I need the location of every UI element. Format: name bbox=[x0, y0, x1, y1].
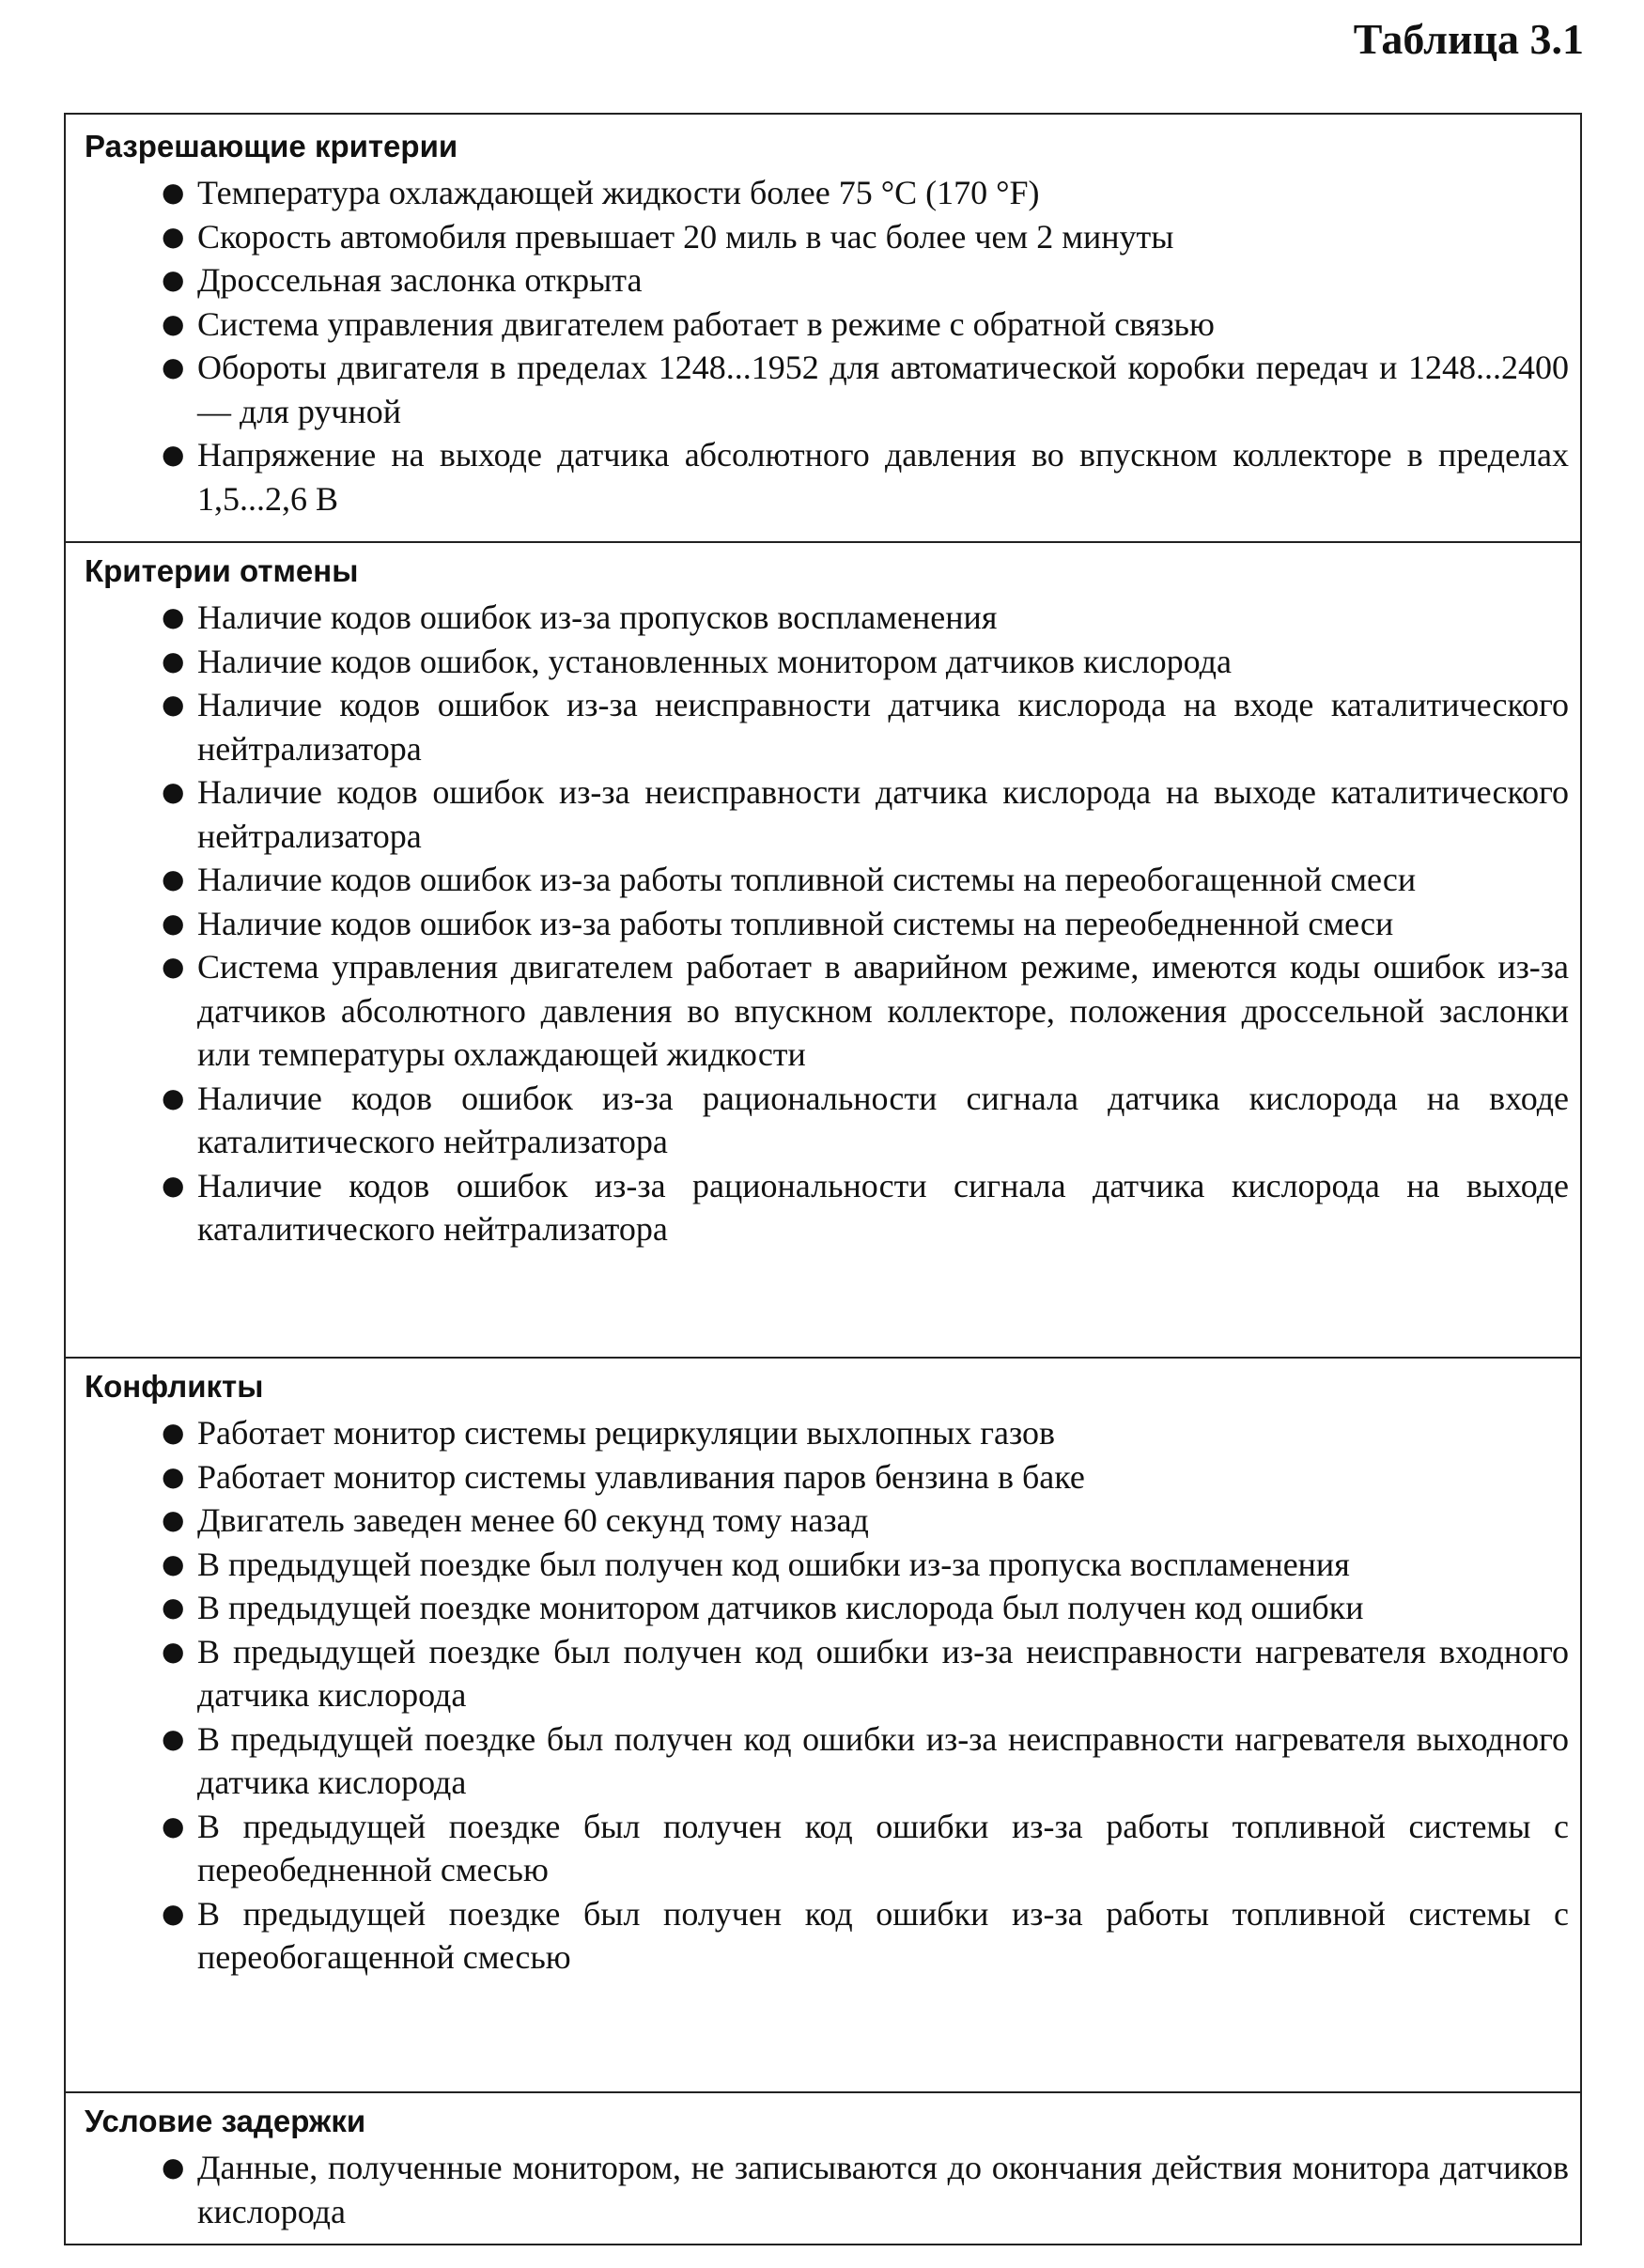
bullet-icon: ● bbox=[162, 1504, 185, 1535]
list-item: ● Двигатель заведен менее 60 секунд тому назад bbox=[64, 1499, 1582, 1543]
section-title: Условие задержки bbox=[85, 2104, 366, 2138]
list-item: ● Наличие кодов ошибок из-за работы топливной системы на переобедненной смеси bbox=[64, 902, 1582, 946]
section-title: Конфликты bbox=[85, 1369, 264, 1404]
list-item: ● В предыдущей поездке был получен код ошибки из-за неисправности нагревателя входного датчика кислорода bbox=[64, 1630, 1582, 1717]
bullet-icon: ● bbox=[162, 689, 185, 720]
list-item: ● Наличие кодов ошибок из-за рациональности сигнала датчика кислорода на входе каталитического нейтрализатора bbox=[64, 1077, 1582, 1164]
list-item: ● Скорость автомобиля превышает 20 миль в час более чем 2 минуты bbox=[64, 215, 1582, 259]
section-delay-condition bbox=[64, 2103, 1582, 2233]
bullet-icon: ● bbox=[162, 264, 185, 295]
list-item: ● Обороты двигателя в пределах 1248...1952 для автоматической коробки передач и 1248...2400 — для ручной bbox=[64, 346, 1582, 433]
bullet-icon: ● bbox=[162, 1635, 185, 1667]
list-item: ● В предыдущей поездке монитором датчиков кислорода был получен код ошибки bbox=[64, 1586, 1582, 1630]
bullet-icon: ● bbox=[162, 439, 185, 470]
section-divider bbox=[64, 541, 1582, 543]
list-item: ● Система управления двигателем работает в режиме с обратной связью bbox=[64, 303, 1582, 347]
bullet-icon: ● bbox=[162, 2151, 185, 2183]
bullet-icon: ● bbox=[162, 1417, 185, 1448]
list-item: ● Наличие кодов ошибок из-за неисправности датчика кислорода на входе каталитического нейтрализатора bbox=[64, 683, 1582, 770]
bullet-icon: ● bbox=[162, 351, 185, 382]
bullet-icon: ● bbox=[162, 1169, 185, 1201]
list-item: ● Наличие кодов ошибок из-за работы топливной системы на переобогащенной смеси bbox=[64, 858, 1582, 902]
bullet-icon: ● bbox=[162, 307, 185, 339]
bullet-icon: ● bbox=[162, 1810, 185, 1841]
bullet-icon: ● bbox=[162, 1547, 185, 1579]
list-item: ● В предыдущей поездке был получен код ошибки из-за работы топливной системы с переобогащенной смесью bbox=[64, 1892, 1582, 1980]
section-divider bbox=[64, 2091, 1582, 2093]
section-title: Критерии отмены bbox=[85, 553, 359, 588]
section-enabling-criteria bbox=[64, 128, 1582, 520]
list-item: ● В предыдущей поездке был получен код ошибки из-за пропуска воспламенения bbox=[64, 1543, 1582, 1587]
list-item: ● Наличие кодов ошибок из-за пропусков воспламенения bbox=[64, 596, 1582, 640]
criteria-list bbox=[64, 1411, 1582, 1980]
list-item: ● Работает монитор системы улавливания паров бензина в баке bbox=[64, 1455, 1582, 1499]
list-item: ● Работает монитор системы рециркуляции выхлопных газов bbox=[64, 1411, 1582, 1455]
list-item: ● Система управления двигателем работает в аварийном режиме, имеются коды ошибок из-за датчиков абсолютного давления во впускном коллекторе, положения дроссельной заслонки или температуры охлаждающей жидкости bbox=[64, 945, 1582, 1077]
list-item: ● Наличие кодов ошибок из-за неисправности датчика кислорода на выходе каталитического нейтрализатора bbox=[64, 770, 1582, 858]
criteria-list bbox=[64, 2146, 1582, 2233]
section-cancel-criteria bbox=[64, 552, 1582, 1251]
table-title: Таблица 3.1 bbox=[1353, 15, 1584, 63]
bullet-icon: ● bbox=[162, 863, 185, 894]
bullet-icon: ● bbox=[162, 645, 185, 676]
list-item: ● Дроссельная заслонка открыта bbox=[64, 258, 1582, 303]
bullet-icon: ● bbox=[162, 177, 185, 208]
criteria-list bbox=[64, 171, 1582, 520]
list-item: ● Наличие кодов ошибок из-за рациональности сигнала датчика кислорода на выходе каталитического нейтрализатора bbox=[64, 1164, 1582, 1251]
bullet-icon: ● bbox=[162, 907, 185, 939]
bullet-icon: ● bbox=[162, 776, 185, 807]
bullet-icon: ● bbox=[162, 1592, 185, 1623]
bullet-icon: ● bbox=[162, 1897, 185, 1929]
list-item: ● В предыдущей поездке был получен код ошибки из-за работы топливной системы с переобедненной смесью bbox=[64, 1805, 1582, 1892]
section-title: Разрешающие критерии bbox=[85, 129, 458, 163]
list-item: ● В предыдущей поездке был получен код ошибки из-за неисправности нагревателя выходного датчика кислорода bbox=[64, 1717, 1582, 1805]
criteria-list bbox=[64, 596, 1582, 1251]
bullet-icon: ● bbox=[162, 220, 185, 252]
bullet-icon: ● bbox=[162, 1722, 185, 1754]
section-divider bbox=[64, 1357, 1582, 1359]
bullet-icon: ● bbox=[162, 1460, 185, 1492]
list-item: ● Температура охлаждающей жидкости более 75 °C (170 °F) bbox=[64, 171, 1582, 215]
list-item: ● Наличие кодов ошибок, установленных монитором датчиков кислорода bbox=[64, 640, 1582, 684]
bullet-icon: ● bbox=[162, 601, 185, 632]
list-item: ● Напряжение на выходе датчика абсолютного давления во впускном коллекторе в пределах 1,5...2,6 В bbox=[64, 433, 1582, 520]
bullet-icon: ● bbox=[162, 951, 185, 982]
list-item: ● Данные, полученные монитором, не записываются до окончания действия монитора датчиков кислорода bbox=[64, 2146, 1582, 2233]
section-conflicts bbox=[64, 1368, 1582, 1980]
bullet-icon: ● bbox=[162, 1081, 185, 1113]
